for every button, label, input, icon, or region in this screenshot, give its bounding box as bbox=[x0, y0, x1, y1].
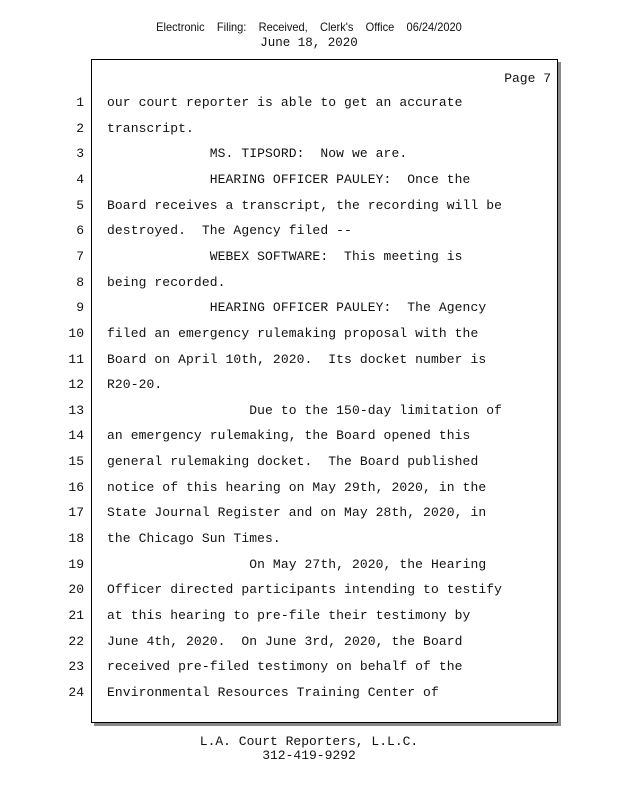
line-text: Environmental Resources Training Center of bbox=[107, 685, 439, 700]
line-number: 7 bbox=[76, 249, 84, 264]
line-text: MS. TIPSORD: Now we are. bbox=[107, 146, 408, 161]
line-text: Board receives a transcript, the recording will be bbox=[107, 198, 503, 213]
line-number: 21 bbox=[68, 608, 84, 623]
line-text: On May 27th, 2020, the Hearing bbox=[107, 557, 487, 572]
line-text: received pre-filed testimony on behalf of the bbox=[107, 659, 463, 674]
line-number: 17 bbox=[68, 505, 84, 520]
line-number: 20 bbox=[68, 582, 84, 597]
line-text: destroyed. The Agency filed -- bbox=[107, 223, 352, 238]
line-text: general rulemaking docket. The Board published bbox=[107, 454, 479, 469]
line-number: 16 bbox=[68, 480, 84, 495]
line-number: 19 bbox=[68, 557, 84, 572]
line-text: our court reporter is able to get an accurate bbox=[107, 95, 463, 110]
line-number: 1 bbox=[76, 95, 84, 110]
line-number: 15 bbox=[68, 454, 84, 469]
line-text: State Journal Register and on May 28th, 2020, in bbox=[107, 505, 487, 520]
line-number: 8 bbox=[76, 275, 84, 290]
filing-stamp: Electronic Filing: Received, Clerk's Office 06/24/2020 bbox=[156, 20, 462, 34]
line-text: R20-20. bbox=[107, 377, 163, 392]
line-text: filed an emergency rulemaking proposal with the bbox=[107, 326, 479, 341]
line-number: 10 bbox=[68, 326, 84, 341]
line-text: an emergency rulemaking, the Board opened this bbox=[107, 428, 471, 443]
footer-company: L.A. Court Reporters, L.L.C. bbox=[199, 734, 419, 749]
line-number: 6 bbox=[76, 223, 84, 238]
line-number: 18 bbox=[68, 531, 84, 546]
line-number: 23 bbox=[68, 659, 84, 674]
line-text: at this hearing to pre-file their testimony by bbox=[107, 608, 471, 623]
line-text: Officer directed participants intending to testify bbox=[107, 582, 503, 597]
line-number: 12 bbox=[68, 377, 84, 392]
line-number: 2 bbox=[76, 121, 84, 136]
line-number: 13 bbox=[68, 403, 84, 418]
line-number: 9 bbox=[76, 300, 84, 315]
line-number: 4 bbox=[76, 172, 84, 187]
line-text: Board on April 10th, 2020. Its docket number is bbox=[107, 352, 487, 367]
line-number: 3 bbox=[76, 146, 84, 161]
line-number: 11 bbox=[68, 352, 84, 367]
line-text: HEARING OFFICER PAULEY: The Agency bbox=[107, 300, 487, 315]
line-number: 5 bbox=[76, 198, 84, 213]
line-text: HEARING OFFICER PAULEY: Once the bbox=[107, 172, 471, 187]
line-number: 22 bbox=[68, 634, 84, 649]
line-text: WEBEX SOFTWARE: This meeting is bbox=[107, 249, 463, 264]
transcript-date: June 18, 2020 bbox=[260, 36, 358, 50]
line-number: 14 bbox=[68, 428, 84, 443]
line-text: the Chicago Sun Times. bbox=[107, 531, 281, 546]
line-text: Due to the 150-day limitation of bbox=[107, 403, 503, 418]
line-text: being recorded. bbox=[107, 275, 226, 290]
line-text: notice of this hearing on May 29th, 2020, in the bbox=[107, 480, 487, 495]
footer-phone: 312-419-9292 bbox=[262, 748, 356, 763]
page-number: Page 7 bbox=[504, 71, 551, 86]
line-text: transcript. bbox=[107, 121, 194, 136]
line-text: June 4th, 2020. On June 3rd, 2020, the Board bbox=[107, 634, 463, 649]
line-number: 24 bbox=[68, 685, 84, 700]
